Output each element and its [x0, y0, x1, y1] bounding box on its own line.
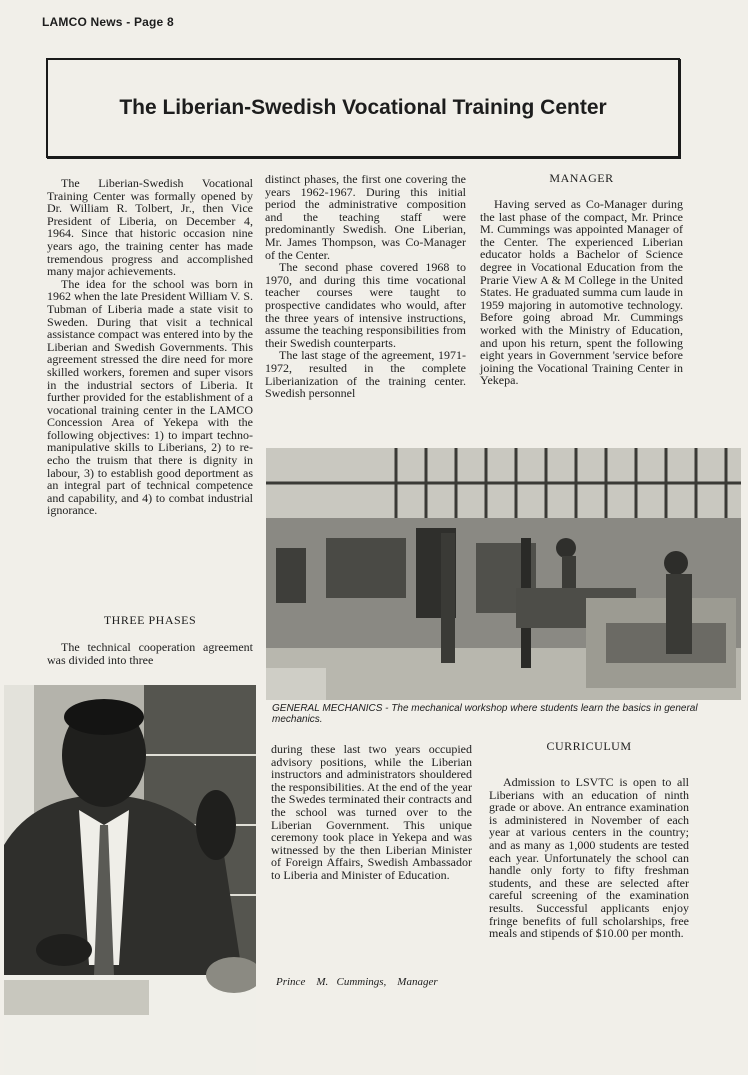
paragraph: The idea for the school was born in 1962 when the late President William V. S. Tubman of Liberia made a state visit to Sweden. During that visit a technical assistance compact was entered into by the Liberian and Swedish Governments. This agreement stressed the dire need for more skilled workers, foremen and super visors in the industrial sectors of Liberia. It further provided for the establishment of a vocational training center in the LAMCO Concession Area of Yekepa with the following objectives: 1) to impart techno-manipulative skills to Liberians, 2) to re-echo the truism that there is dignity in labour, 3) to establish good deportment as an integral part of technical competence and capability, and 4) to combat industrial ignorance.: [47, 276, 253, 518]
paragraph: Having served as Co-Manager during the last phase of the compact, Mr. Prince M. Cummings was appointed Manager of the Center. The experienced Liberian educator holds a Bachelor of Science degree in Vocational Education from the Prarie View A & M College in the United States. He graduated summa cum laude in 1959 majoring in automotive technology. Before going abroad Mr. Cummings worked with the Ministry of Education, and upon his return, spent the following eight years in Government 'service before joining the Vocational Training Center in Yekepa.: [480, 197, 683, 388]
title-box: [46, 58, 680, 158]
column-1-continued: [47, 641, 253, 666]
portrait-caption: Prince M. Cummings, Manager: [276, 976, 438, 988]
column-5: [489, 776, 689, 940]
paragraph: Admission to LSVTC is open to all Liberians with an education of ninth grade or above. An entrance examination is administered in November of each year at various centers in the country; and as many as 1,000 students are tested each year. Unfortunately the school can handle only forty to fifty freshman students, and these are selected after careful screening of the examination results. Successful applicants enjoy fringe benefits of full scholarships, free meals and stipends of $10.00 per month.: [489, 775, 689, 941]
paragraph: The last stage of the agreement, 1971-1972, resulted in the complete Liberianization of the training center. Swedish personnel: [265, 348, 466, 401]
paragraph: The second phase covered 1968 to 1970, and during this time vocational teacher courses were taught to prospective candidates who would, after the three years of intensive instructions, assume the teaching responsibilities from their Swedish counterparts.: [265, 260, 466, 350]
paragraph: during these last two years occupied advisory positions, while the Liberian instructors and administrators shouldered the responsibilities. At the end of the year the Swedes terminated their contracts and the school was turned over to the Liberian Government. This unique ceremony took place in Yekepa and was witnessed by the then Liberian Minister of Foreign Affairs, Swedish Ambassador to Liberia and Minister of Education.: [271, 742, 472, 882]
photo-caption: GENERAL MECHANICS - The mechanical workshop where students learn the basics in general mechanics.: [272, 703, 698, 725]
paragraph: The technical cooperation agreement was divided into three: [47, 640, 253, 667]
portrait-photo: [4, 685, 256, 1075]
running-head: LAMCO News - Page 8: [42, 15, 174, 29]
section-heading-three-phases: THREE PHASES: [103, 613, 197, 627]
paragraph: distinct phases, the first one covering the years 1962-1967. During this initial period the administrative composition and the teaching staff were predominantly Swedish. One Liberian, Mr. James Thompson, was Co-Manager of the Center.: [265, 172, 466, 262]
column-3: [480, 198, 683, 387]
section-heading-curriculum: CURRICULUM: [546, 739, 632, 753]
column-2: [265, 173, 466, 400]
article-title: The Liberian-Swedish Vocational Training Center: [119, 96, 607, 119]
column-4: [271, 743, 472, 882]
column-1: [47, 177, 253, 517]
workshop-photo: [266, 448, 741, 700]
section-heading-manager: MANAGER: [549, 171, 614, 185]
paragraph: The Liberian-Swedish Vocational Training Center was formally opened by Dr. William R. Tolbert, Jr., then Vice President of Liberia, on December 4, 1964. Since that historic occasion nine years ago, the training center has made tremendous progress and accomplished many major achievements.: [47, 176, 253, 279]
